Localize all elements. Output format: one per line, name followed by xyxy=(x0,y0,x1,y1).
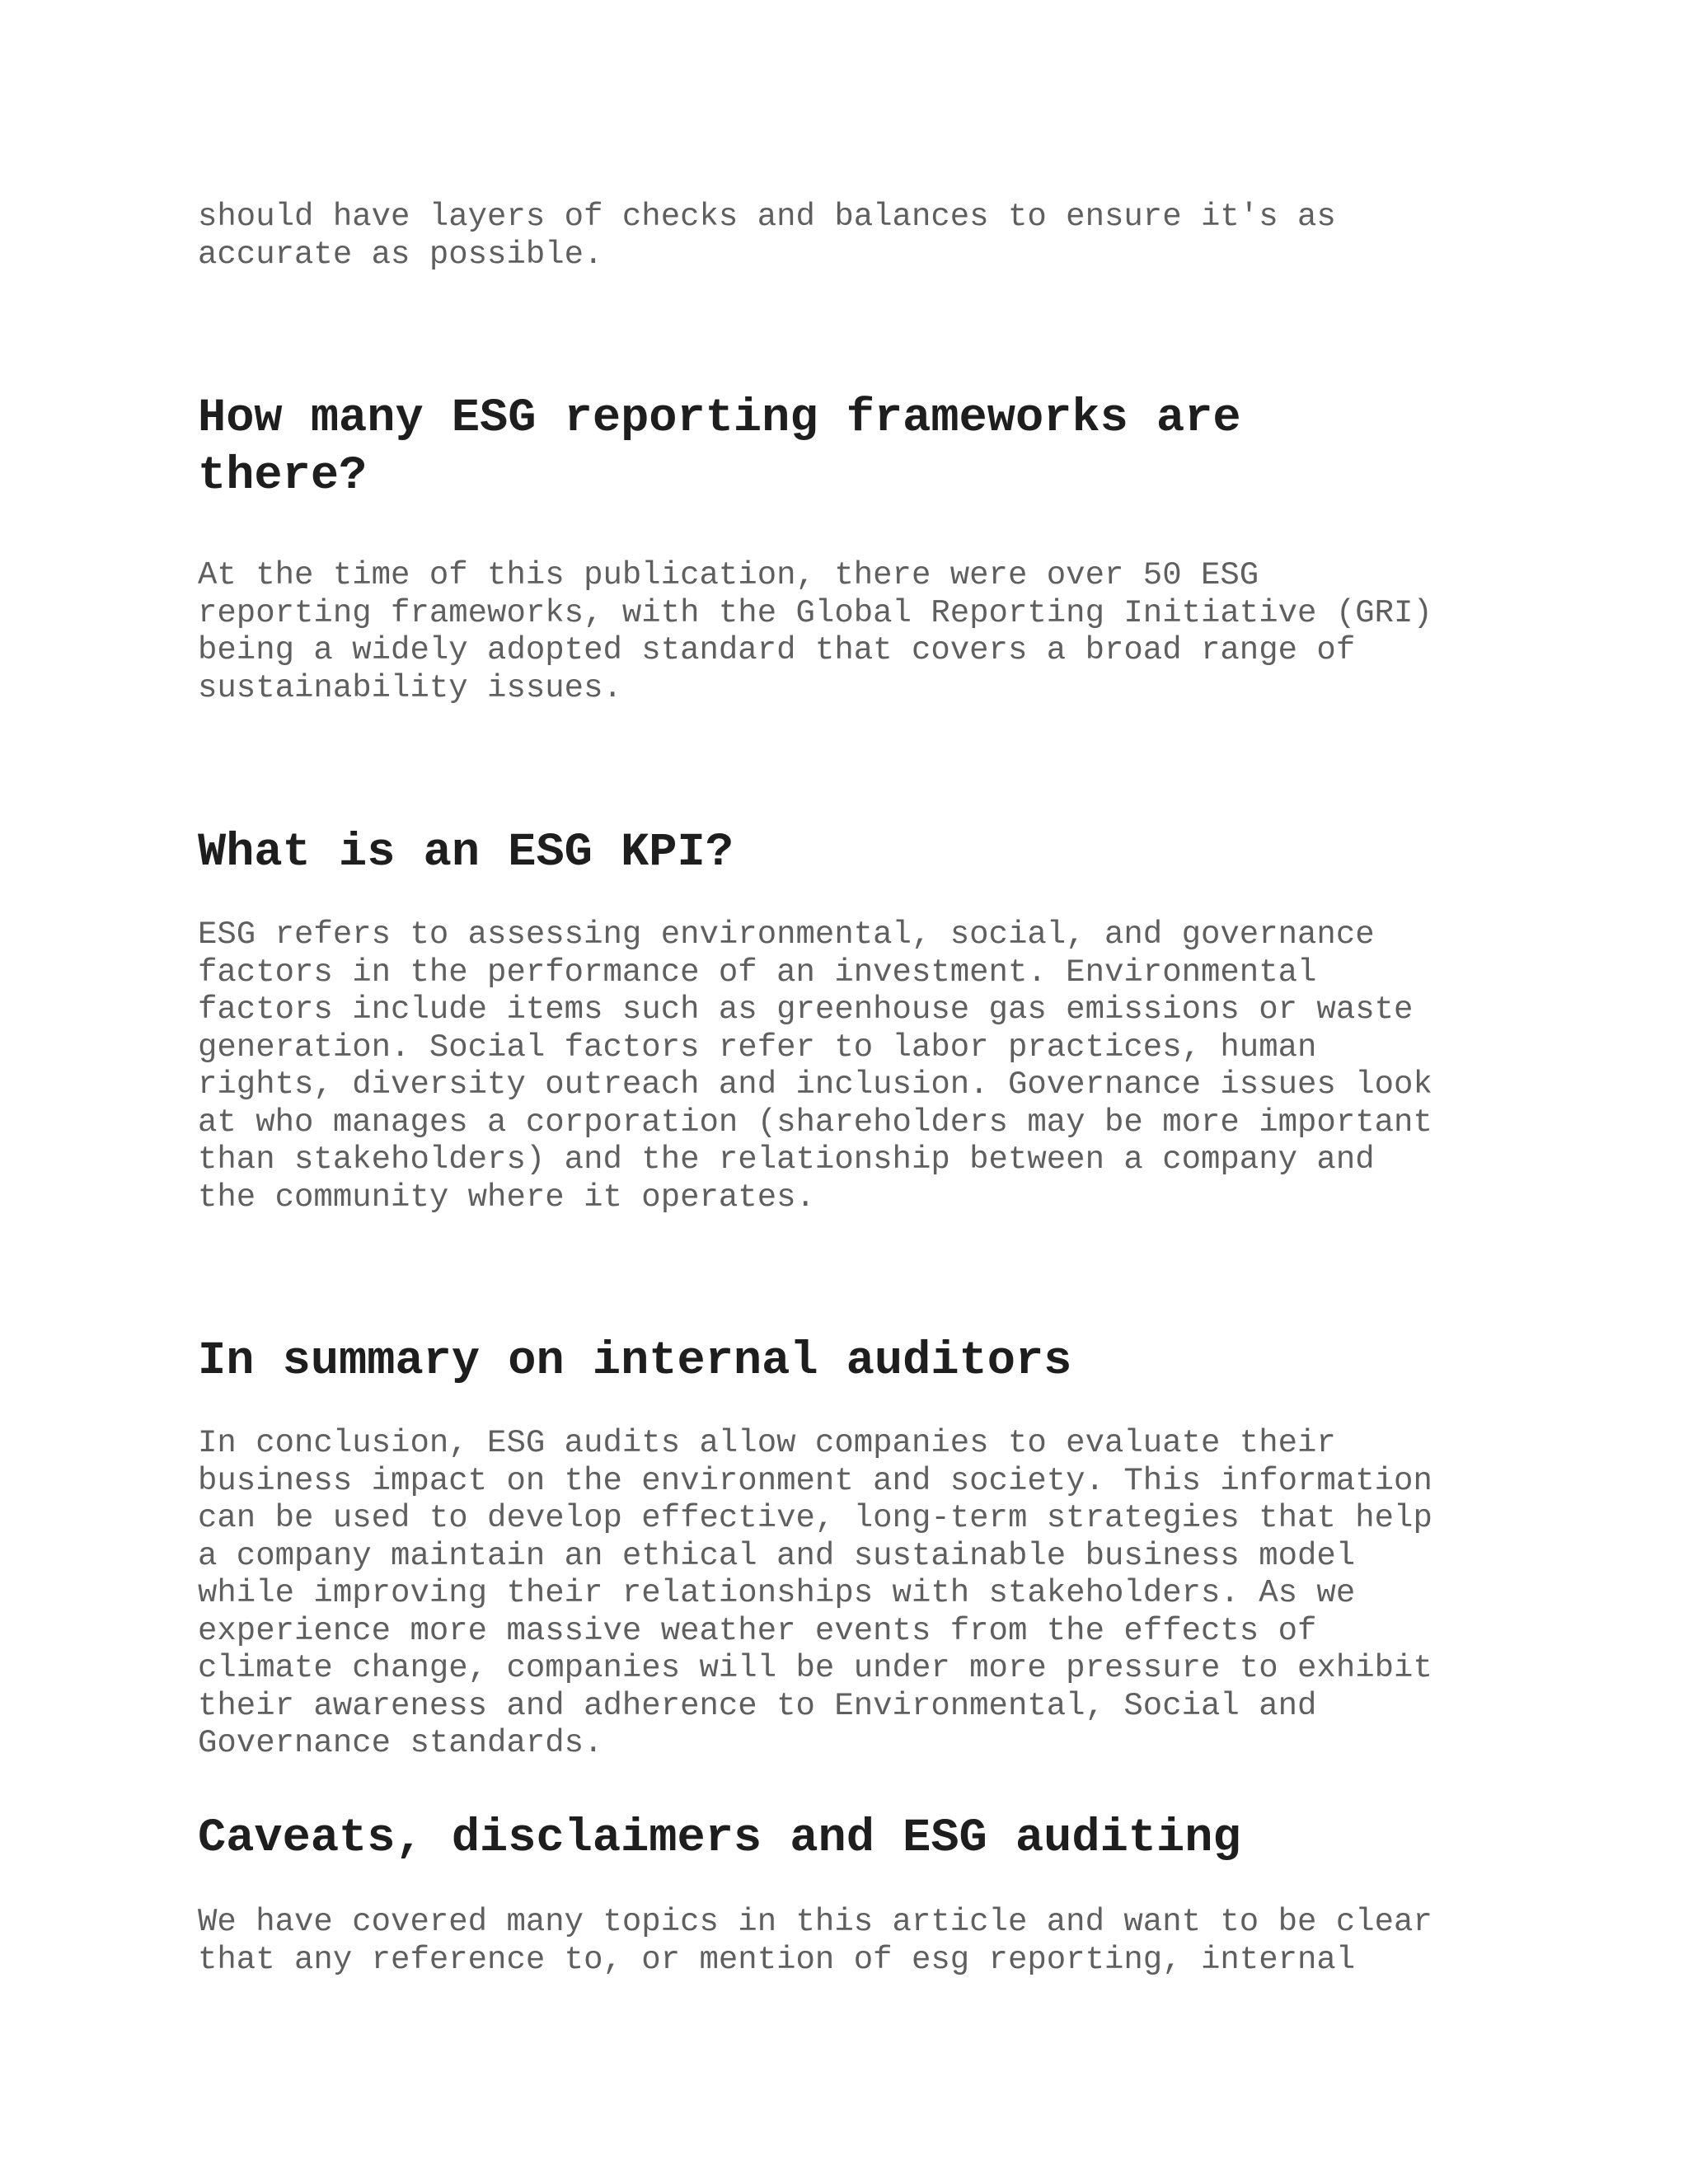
text-line: their awareness and adherence to Environmental, Social and xyxy=(198,1687,1317,1724)
intro-paragraph xyxy=(198,199,1517,274)
heading-esg-kpi xyxy=(198,824,1517,882)
heading-summary-internal-auditors xyxy=(198,1333,1517,1390)
text-line: rights, diversity outreach and inclusion. Governance issues look xyxy=(198,1066,1432,1103)
heading-line: In summary on internal auditors xyxy=(198,1335,1072,1388)
text-line: experience more massive weather events from the effects of xyxy=(198,1612,1317,1649)
summary-paragraph xyxy=(198,1425,1517,1763)
text-line: In conclusion, ESG audits allow companies to evaluate their xyxy=(198,1425,1336,1461)
frameworks-paragraph xyxy=(198,557,1517,707)
heading-line: Caveats, disclaimers and ESG auditing xyxy=(198,1812,1241,1865)
text-line: business impact on the environment and society. This information xyxy=(198,1462,1432,1499)
text-line: that any reference to, or mention of esg reporting, internal xyxy=(198,1941,1356,1978)
esg-kpi-paragraph xyxy=(198,916,1517,1216)
text-line: accurate as possible. xyxy=(198,236,603,273)
text-line: Governance standards. xyxy=(198,1725,603,1761)
text-line: generation. Social factors refer to labor practices, human xyxy=(198,1029,1317,1066)
heading-caveats-disclaimers xyxy=(198,1810,1517,1868)
text-line: We have covered many topics in this article and want to be clear xyxy=(198,1904,1432,1940)
text-line: factors include items such as greenhouse gas emissions or waste xyxy=(198,991,1414,1028)
heading-line: What is an ESG KPI? xyxy=(198,827,734,879)
text-line: can be used to develop effective, long-term strategies that help xyxy=(198,1500,1432,1536)
text-line: At the time of this publication, there were over 50 ESG xyxy=(198,557,1259,593)
text-line: ESG refers to assessing environmental, social, and governance xyxy=(198,916,1375,953)
text-line: while improving their relationships with stakeholders. As we xyxy=(198,1575,1356,1611)
heading-line: How many ESG reporting frameworks are xyxy=(198,392,1241,445)
caveats-paragraph xyxy=(198,1904,1517,1979)
text-line: at who manages a corporation (shareholders may be more important xyxy=(198,1104,1432,1141)
text-line: a company maintain an ethical and sustainable business model xyxy=(198,1537,1356,1574)
text-line: the community where it operates. xyxy=(198,1179,815,1216)
text-line: factors in the performance of an investment. Environmental xyxy=(198,954,1317,991)
text-line: reporting frameworks, with the Global Reporting Initiative (GRI) xyxy=(198,594,1432,631)
text-line: than stakeholders) and the relationship between a company and xyxy=(198,1141,1375,1178)
text-line: climate change, companies will be under more pressure to exhibit xyxy=(198,1650,1432,1686)
heading-line: there? xyxy=(198,450,368,503)
heading-frameworks-count xyxy=(198,390,1517,505)
text-line: being a widely adopted standard that covers a broad range of xyxy=(198,632,1356,668)
text-line: sustainability issues. xyxy=(198,669,622,706)
text-line: should have layers of checks and balances to ensure it's as xyxy=(198,199,1336,235)
